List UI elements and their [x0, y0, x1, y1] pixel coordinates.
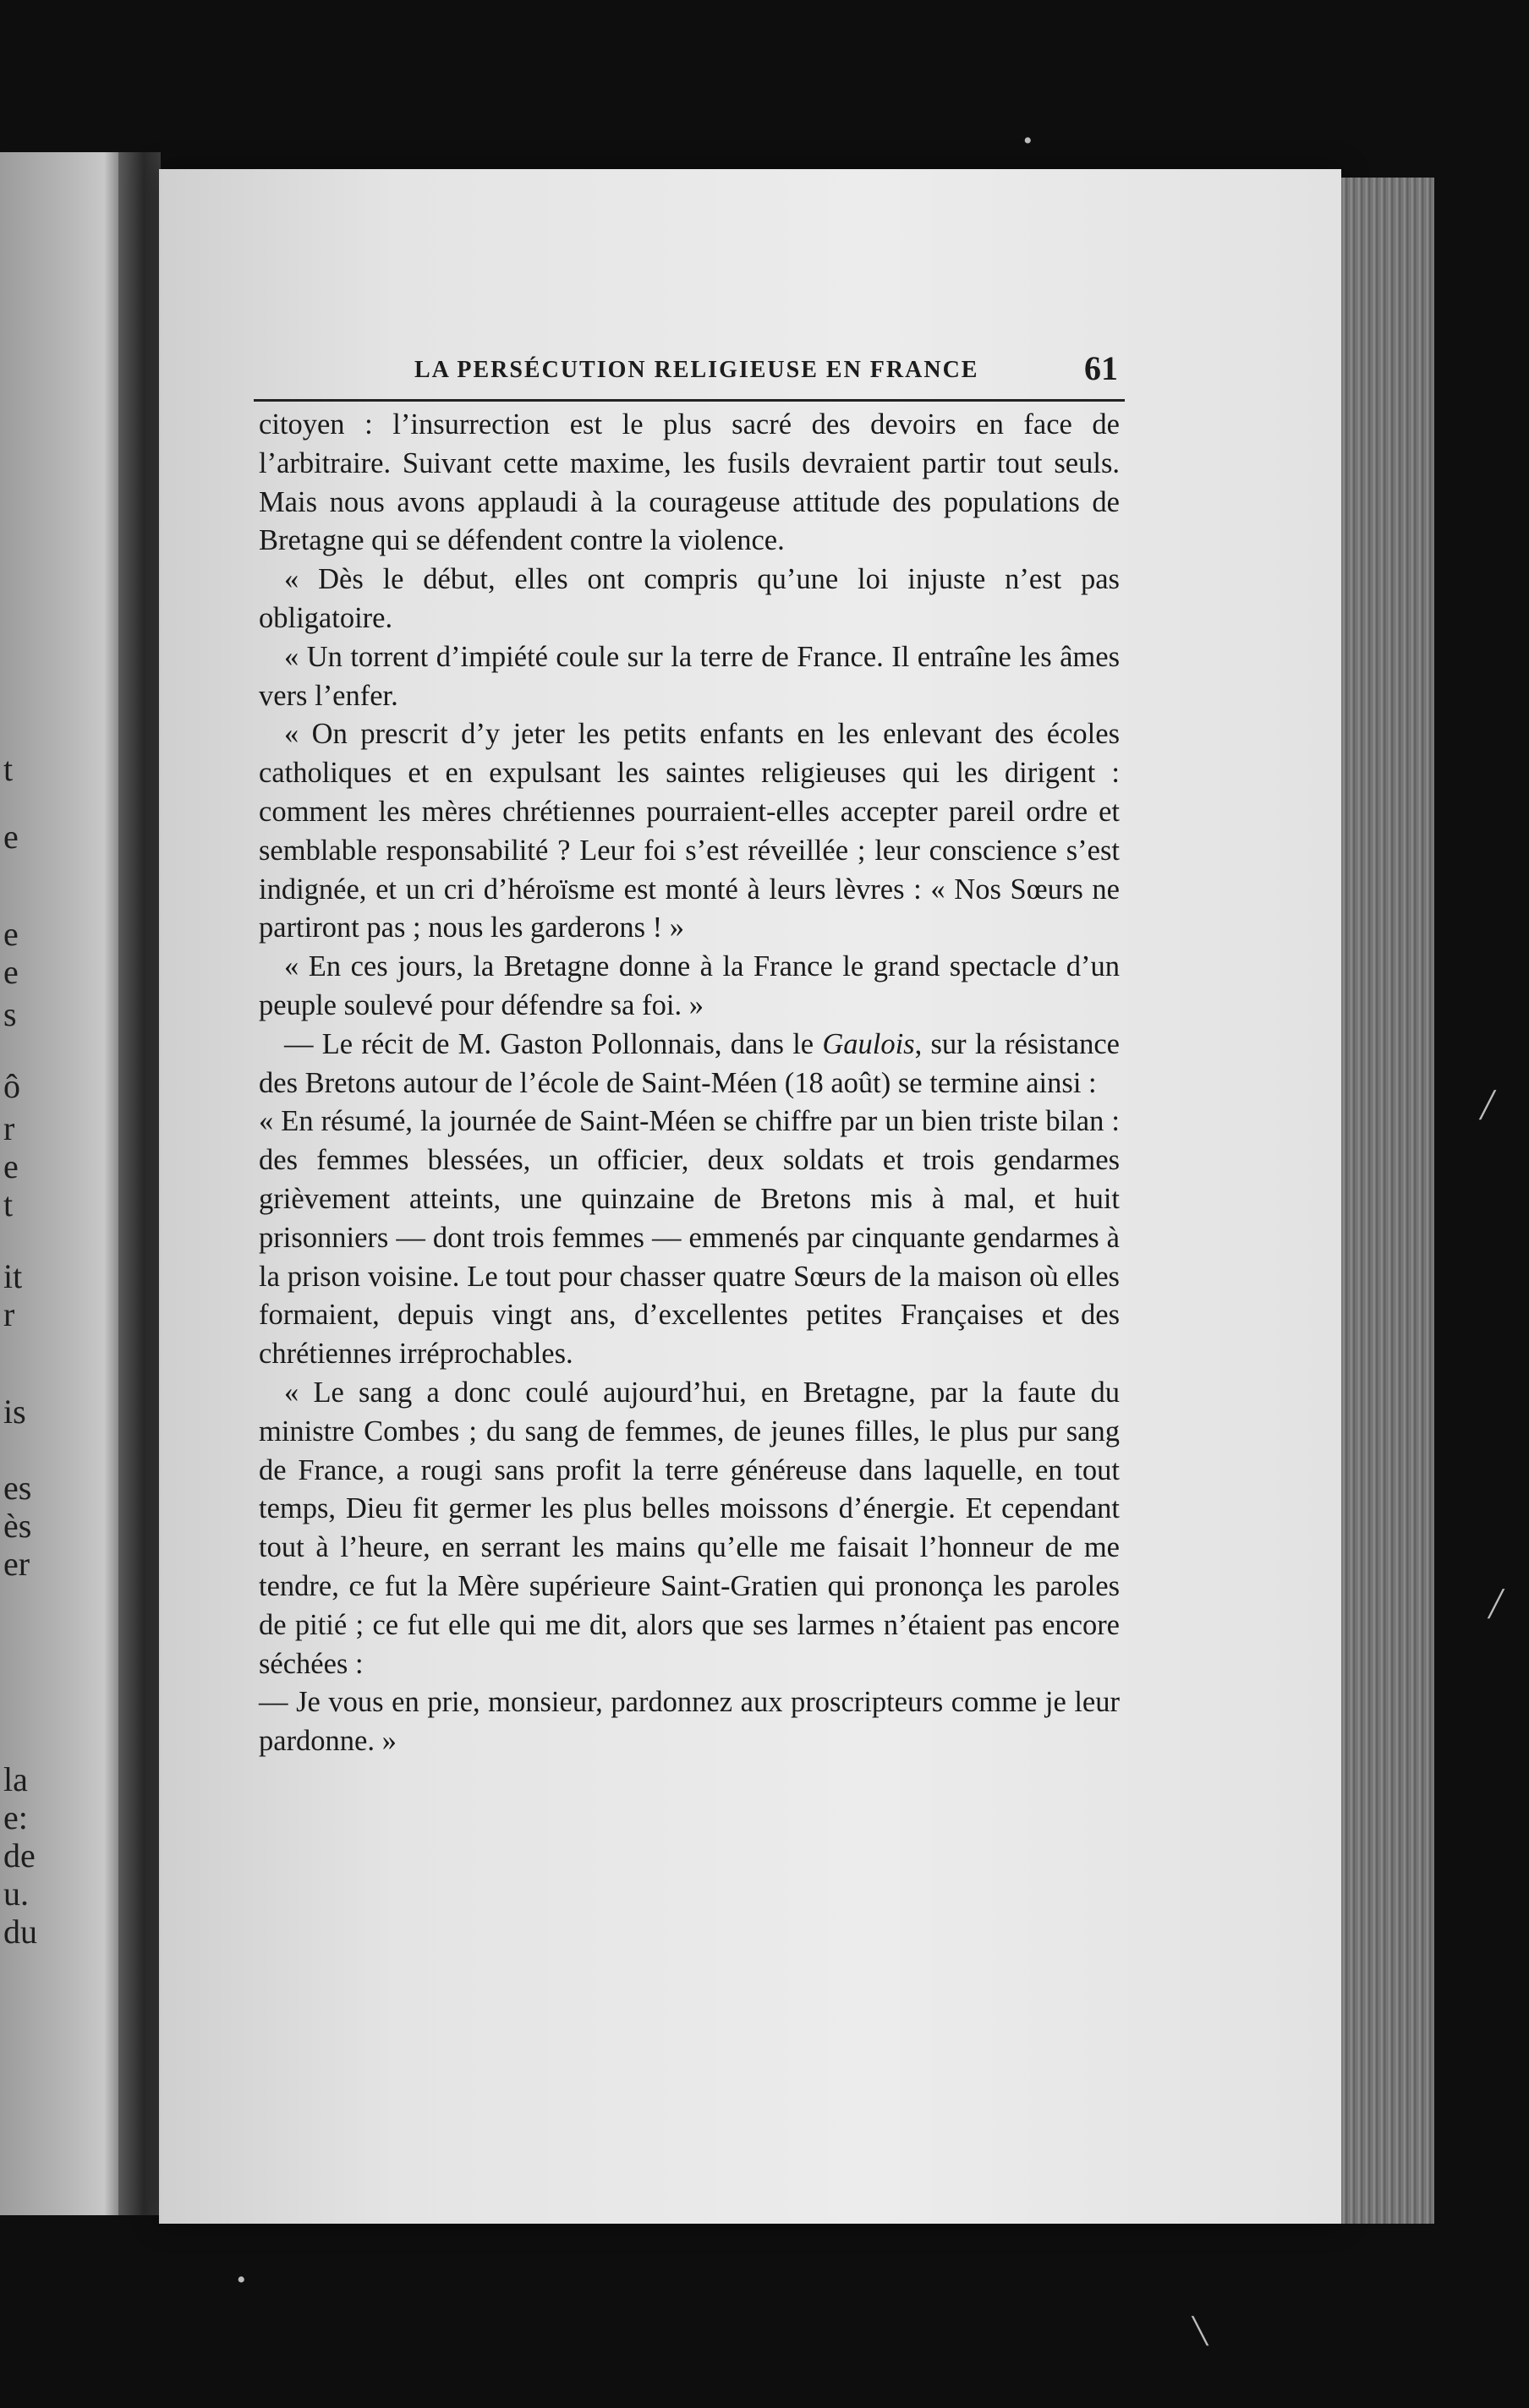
- left-fragment: is: [3, 1393, 26, 1431]
- left-facing-page: [0, 152, 123, 2215]
- left-fragment: la: [3, 1760, 28, 1798]
- gaulois-before: — Le récit de M. Gaston Pollonnais, dans le: [284, 1027, 823, 1060]
- page-number: 61: [1084, 349, 1118, 387]
- page-body: [259, 406, 1120, 1761]
- speck: ╱: [1480, 1092, 1496, 1119]
- left-fragment: du: [3, 1913, 37, 1951]
- page-edges: [1341, 178, 1434, 2224]
- quote-paragraph: « Le sang a donc coulé aujourd’hui, en Bretagne, par la faute du ministre Combes ; du sang de femmes, de jeunes filles, le plus pur sang de France, a rougi sans profit la terre généreuse dans laquelle, en tout temps, Dieu fit germer les plus belles moissons d’énergie. Et cependant tout à l’heure, en serrant les mains qu’elle me faisait l’honneur de me tendre, ce fut la Mère supérieure Saint-Gratien qui prononça les paroles de pitié ; ce fut elle qui me dit, alors que ses larmes n’étaient pas encore séchées :: [259, 1376, 1120, 1680]
- paragraph: « En ces jours, la Bretagne donne à la France le grand spectacle d’un peuple soulevé pour défendre sa foi. »: [259, 950, 1120, 1021]
- left-fragment: t: [3, 750, 14, 788]
- left-fragment: r: [3, 1109, 15, 1147]
- left-fragment: s: [3, 995, 17, 1033]
- left-page-text-fragments: [0, 152, 51, 2215]
- left-fragment: e: [3, 953, 19, 991]
- left-fragment: ès: [3, 1507, 32, 1545]
- left-fragment: de: [3, 1836, 36, 1874]
- quote-paragraph: « En résumé, la journée de Saint-Méen se chiffre par un bien triste bilan : des femmes blessées, un officier, deux soldats et trois gendarmes grièvement atteints, une quinzaine de Bretons mis à mal, et huit prisonniers — dont trois femmes — emmenés par cinquante gendarmes à la prison voisine. Le tout pour chasser quatre Sœurs de la maison où elles formaient, depuis vingt ans, d’excellentes petites Françaises et des chrétiennes irréprochables.: [259, 1105, 1120, 1371]
- book-gutter: [118, 152, 161, 2215]
- left-fragment: t: [3, 1185, 14, 1223]
- left-fragment: e: [3, 915, 19, 953]
- running-header: [254, 348, 1125, 402]
- left-fragment: e: [3, 1147, 19, 1185]
- left-fragment: r: [3, 1295, 15, 1333]
- left-fragment: es: [3, 1469, 32, 1507]
- paragraph: « On prescrit d’y jeter les petits enfants en les enlevant des écoles catholiques et en expulsant les saintes religieuses qui les dirigent : comment les mères chrétiennes pourraient-elles accepter pareil ordre et semblable responsabilité ? Leur foi s’est réveillée ; leur conscience s’est indignée, et un cri d’héroïsme est monté à leurs lèvres : « Nos Sœurs ne partiront pas ; nous les garderons ! »: [259, 718, 1120, 944]
- gaulois-paragraph: [259, 1026, 1120, 1103]
- left-fragment: e:: [3, 1798, 28, 1836]
- speck: •: [1023, 127, 1033, 155]
- paragraph: « Dès le début, elles ont compris qu’une loi injuste n’est pas obligatoire.: [259, 563, 1120, 634]
- left-fragment: u.: [3, 1874, 29, 1913]
- left-fragment: ô: [3, 1067, 20, 1105]
- left-fragment: er: [3, 1545, 30, 1583]
- journal-title: Gaulois: [822, 1027, 915, 1060]
- speck: ╲: [1192, 2318, 1208, 2345]
- speck: ╱: [1488, 1590, 1504, 1618]
- left-fragment: e: [3, 818, 19, 856]
- left-fragment: it: [3, 1257, 23, 1295]
- paragraph: citoyen : l’insurrection est le plus sacré des devoirs en face de l’arbitraire. Suivant cette maxime, les fusils devraient partir tout seuls. Mais nous avons applaudi à la courageuse attitude des populations de Bretagne qui se défendent contre la violence.: [259, 408, 1120, 557]
- quote-paragraph: — Je vous en prie, monsieur, pardonnez aux proscripteurs comme je leur pardonne. »: [259, 1686, 1120, 1758]
- running-title: LA PERSÉCUTION RELIGIEUSE EN FRANCE: [414, 357, 979, 383]
- speck: •: [237, 2266, 246, 2294]
- gaulois-after: , sur la résistance des Bretons autour de l’école de Saint-Méen (18 août) se termine ainsi :: [259, 1027, 1120, 1099]
- paragraph: « Un torrent d’impiété coule sur la terre de France. Il entraîne les âmes vers l’enfer.: [259, 640, 1120, 712]
